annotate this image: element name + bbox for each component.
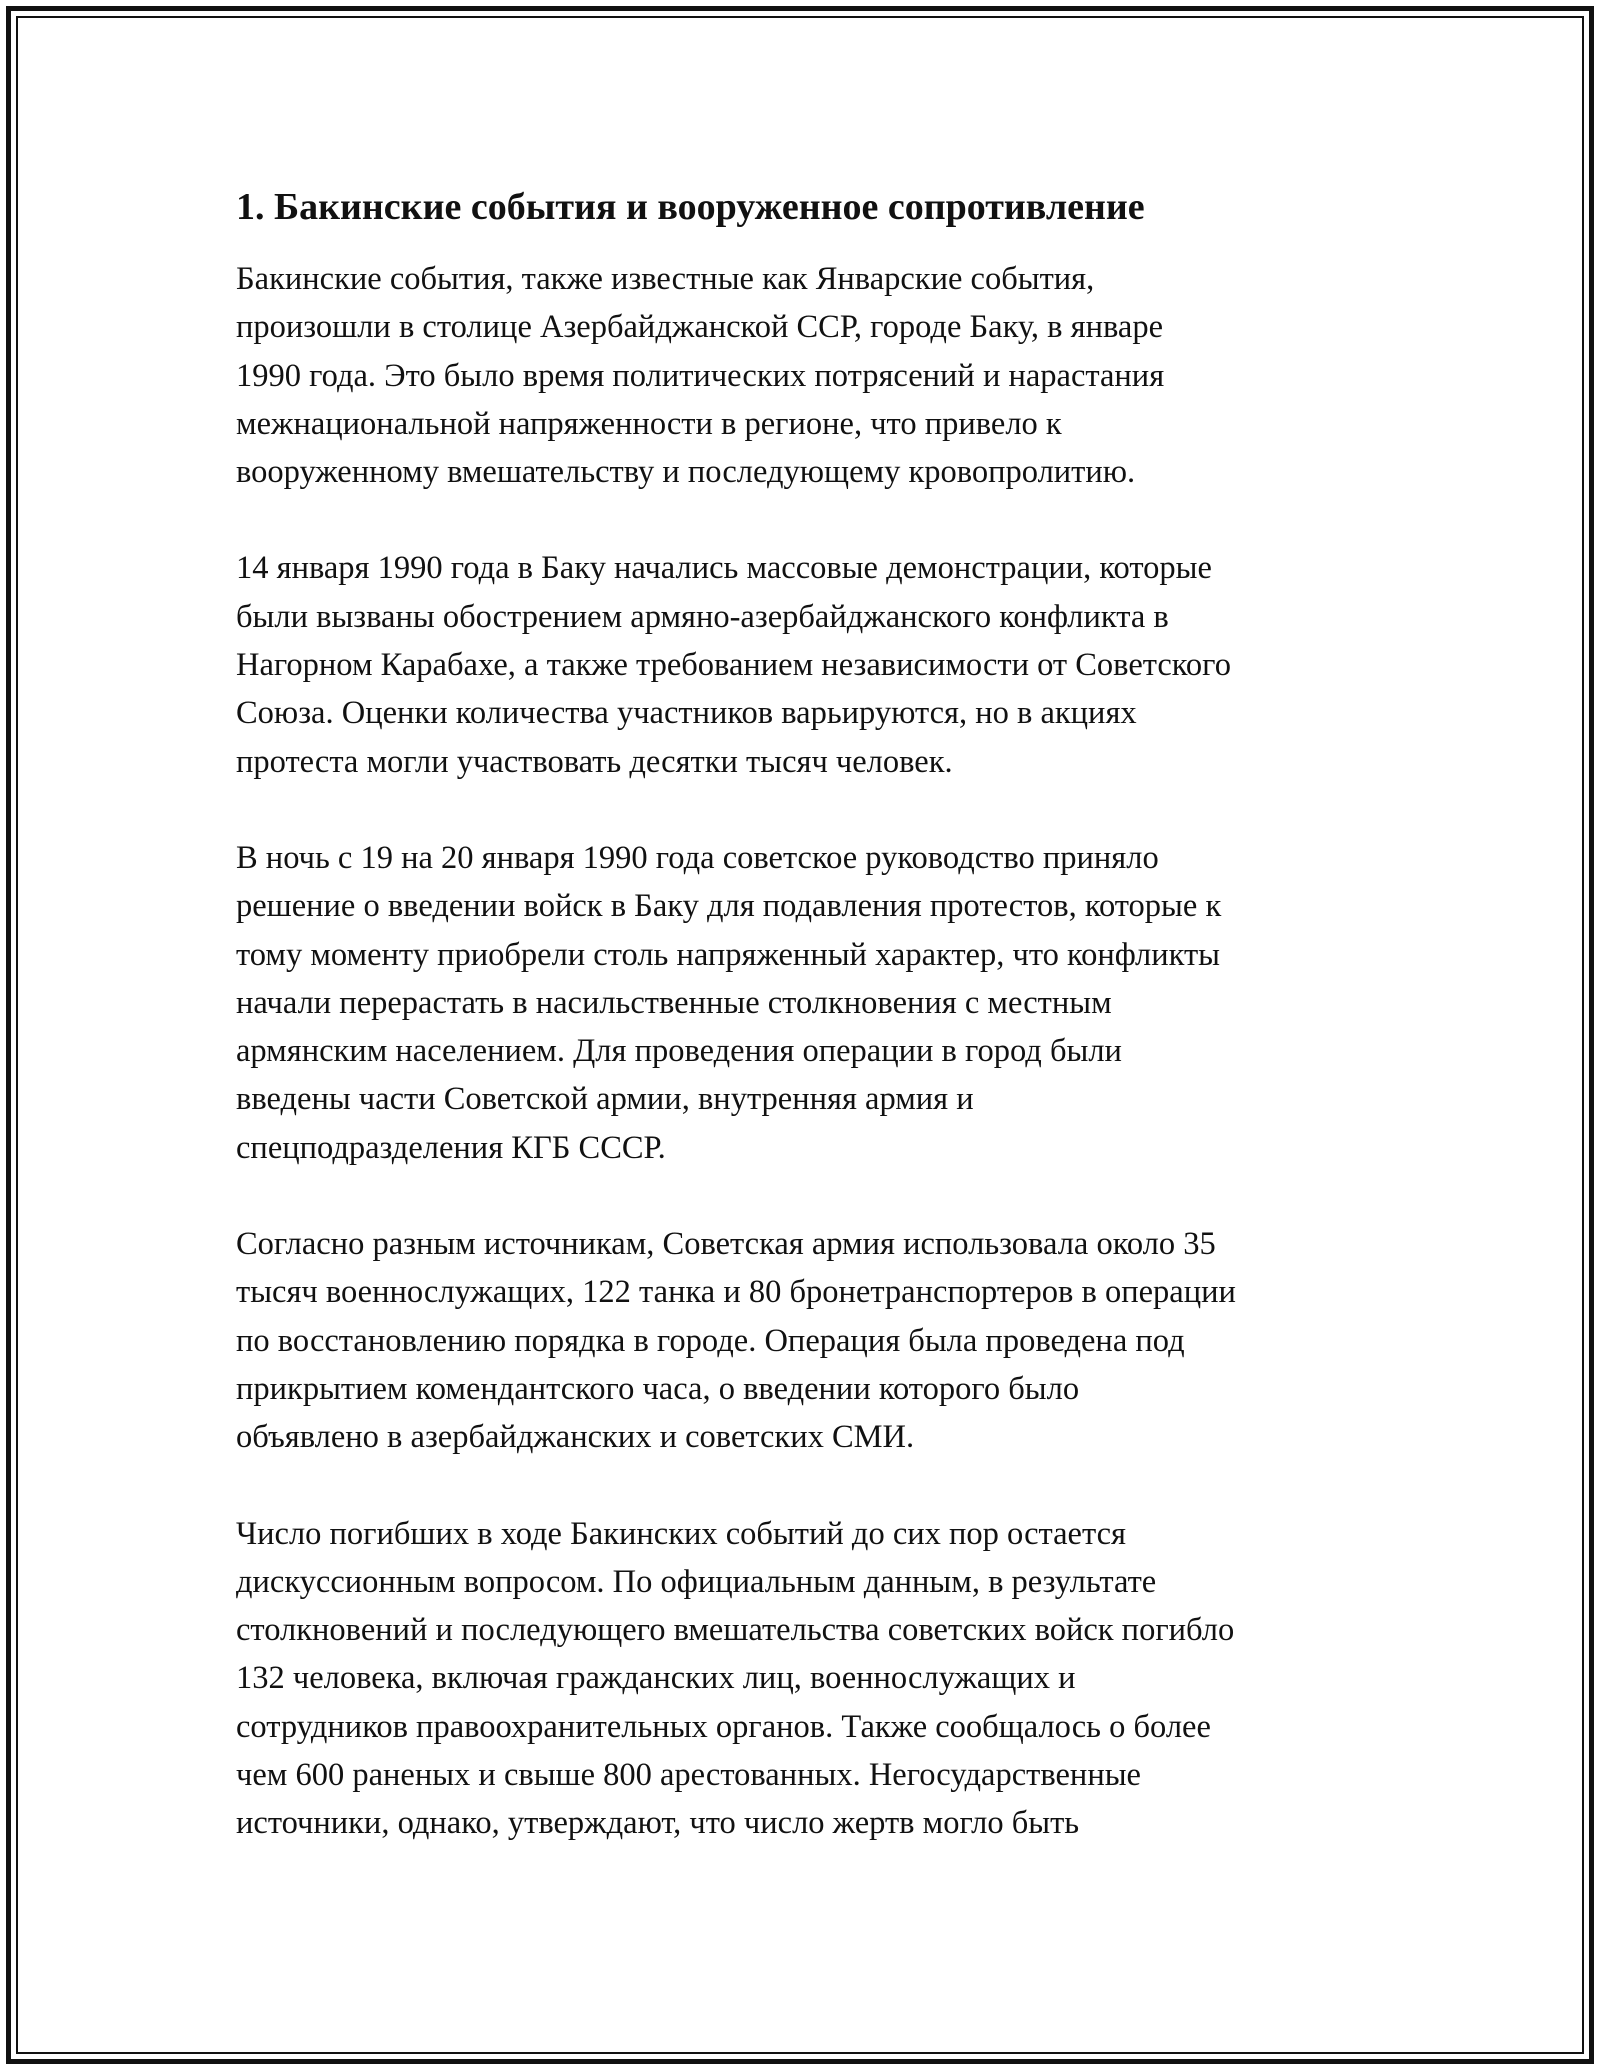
paragraph-line: Нагорном Карабахе, а также требованием независимости от Советского	[236, 647, 1231, 684]
paragraph-line: спецподразделения КГБ СССР.	[236, 1129, 666, 1166]
document-body	[236, 182, 1376, 1848]
paragraph-line: источники, однако, утверждают, что число жертв могло быть	[236, 1805, 1080, 1842]
paragraph-1	[236, 255, 1376, 496]
paragraph-line: армянским населением. Для проведения операции в город были	[236, 1033, 1122, 1070]
paragraph-line: начали перерастать в насильственные столкновения с местным	[236, 984, 1112, 1021]
paragraph-line: Число погибших в ходе Бакинских событий до сих пор остается	[236, 1515, 1126, 1552]
paragraph-line: столкновений и последующего вмешательства советских войск погибло	[236, 1612, 1235, 1649]
paragraph-line: введены части Советской армии, внутренняя армия и	[236, 1081, 974, 1118]
paragraph-line: Бакинские события, также известные как Январские события,	[236, 261, 1095, 297]
paragraph-line: 132 человека, включая гражданских лиц, военнослужащих и	[236, 1660, 1076, 1697]
paragraph-line: 1990 года. Это было время политических потрясений и нарастания	[236, 357, 1165, 394]
paragraph-line: дискуссионным вопросом. По официальным данным, в результате	[236, 1563, 1157, 1600]
paragraph-line: В ночь с 19 на 20 января 1990 года советское руководство приняло	[236, 839, 1159, 876]
paragraph-line: тому моменту приобрели столь напряженный характер, что конфликты	[236, 936, 1221, 973]
section-heading: 1. Бакинские события и вооруженное сопротивление	[236, 186, 1145, 228]
paragraph-line: 14 января 1990 года в Баку начались массовые демонстрации, которые	[236, 550, 1212, 587]
paragraph-line: сотрудников правоохранительных органов. Также сообщалось о более	[236, 1708, 1211, 1745]
paragraph-line: по восстановлению порядка в городе. Операция была проведена под	[236, 1322, 1185, 1359]
paragraph-line: протеста могли участвовать десятки тысяч человек.	[236, 743, 953, 780]
paragraph-line: Согласно разным источникам, Советская армия использовала около 35	[236, 1226, 1216, 1263]
paragraph-line: объявлено в азербайджанских и советских СМИ.	[236, 1419, 915, 1456]
paragraph-4	[236, 1220, 1376, 1461]
paragraph-5	[236, 1510, 1376, 1848]
paragraph-line: решение о введении войск в Баку для подавления протестов, которые к	[236, 888, 1222, 925]
paragraph-line: Союза. Оценки количества участников варьируются, но в акциях	[236, 695, 1137, 732]
paragraph-line: чем 600 раненых и свыше 800 арестованных. Негосударственные	[236, 1757, 1141, 1794]
paragraph-line: межнациональной напряженности в регионе, что привело к	[236, 405, 1062, 442]
paragraph-line: тысяч военнослужащих, 122 танка и 80 бронетранспортеров в операции	[236, 1274, 1236, 1311]
paragraph-line: произошли в столице Азербайджанской ССР, городе Баку, в январе	[236, 309, 1163, 346]
paragraph-3	[236, 834, 1376, 1172]
paragraph-2	[236, 544, 1376, 785]
paragraph-line: вооруженному вмешательству и последующему кровопролитию.	[236, 454, 1136, 491]
paragraph-line: были вызваны обострением армяно-азербайджанского конфликта в	[236, 598, 1169, 635]
paragraph-line: прикрытием комендантского часа, о введении которого было	[236, 1370, 1080, 1407]
